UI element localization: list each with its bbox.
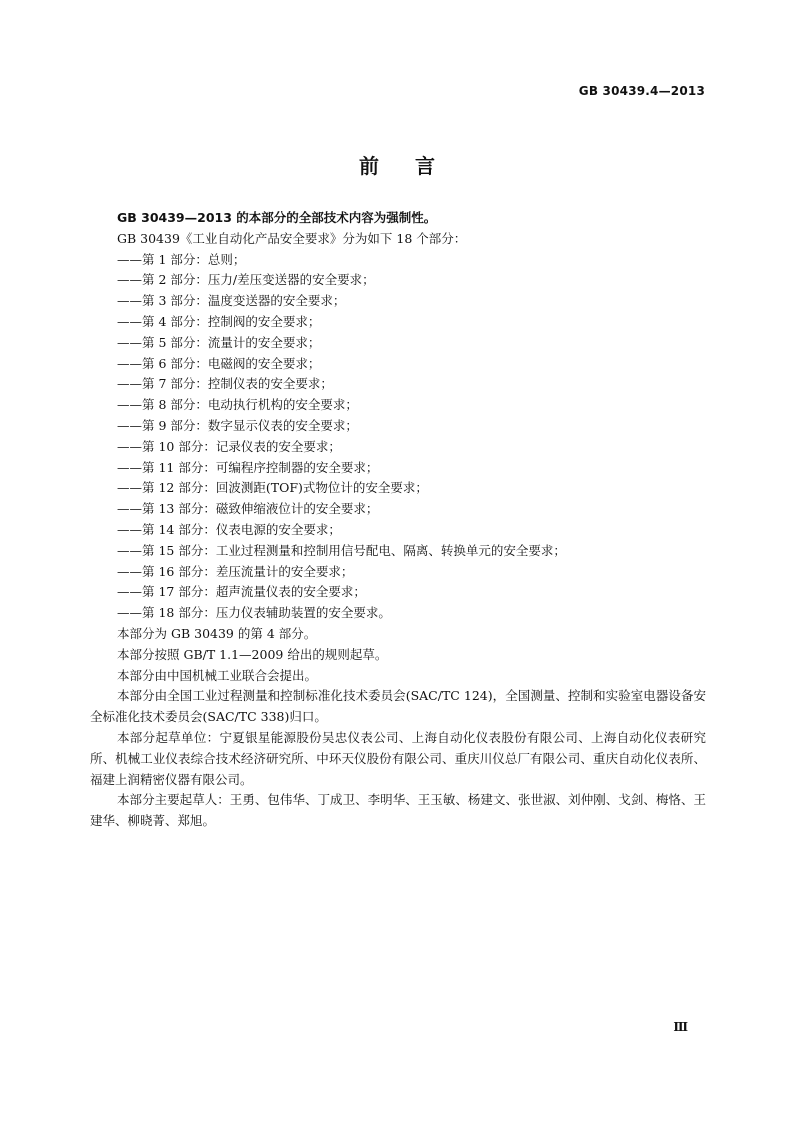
part-list-item: ——第 15 部分：工业过程测量和控制用信号配电、隔离、转换单元的安全要求； [117,542,566,558]
part-list-item: ——第 18 部分：压力仪表辅助装置的安全要求。 [117,605,391,621]
jurisdiction-paragraph: 本部分由全国工业过程测量和控制标准化技术委员会(SAC/TC 124)，全国测量、控制和实验室电器设备安全标准化技术委员会(SAC/TC 338)归口。 [90,688,706,725]
part-list-item: ——第 11 部分：可编程序控制器的安全要求； [117,459,379,475]
standard-code: GB 30439.4—2013 [578,84,705,98]
drafting-units-paragraph: 本部分起草单位：宁夏银星能源股份吴忠仪表公司、上海自动化仪表股份有限公司、上海自动化仪表研究所、机械工业仪表综合技术经济研究所、中环天仪股份有限公司、重庆川仪总厂有限公司、重庆自动化仪表所、福建上润精密仪器有限公司。 [90,729,706,787]
part-list-item: ——第 2 部分：压力/差压变送器的安全要求； [117,272,375,288]
foreword-body [90,208,706,832]
part-list-item: ——第 5 部分：流量计的安全要求； [117,334,321,350]
part-list-item: ——第 6 部分：电磁阀的安全要求； [117,355,321,371]
part-list-item: ——第 4 部分：控制阀的安全要求； [117,313,321,329]
part-list-item: ——第 16 部分：差压流量计的安全要求； [117,563,354,579]
mandatory-statement: GB 30439—2013 的本部分的全部技术内容为强制性。 [117,210,437,225]
part-list-item: ——第 3 部分：温度变送器的安全要求； [117,293,346,309]
part-list-item: ——第 1 部分：总则； [117,251,246,267]
part-list-item: ——第 13 部分：磁致伸缩液位计的安全要求； [117,501,379,517]
part-list-item: ——第 8 部分：电动执行机构的安全要求； [117,397,358,413]
part-list-item: ——第 10 部分：记录仪表的安全要求； [117,438,341,454]
part-list [90,250,706,624]
page-number: Ⅲ [673,1020,688,1034]
part-list-item: ——第 12 部分：回波测距(TOF)式物位计的安全要求； [117,480,428,496]
part-list-item: ——第 7 部分：控制仪表的安全要求； [117,376,333,392]
drafting-rules-paragraph: 本部分按照 GB/T 1.1—2009 给出的规则起草。 [117,646,388,662]
part-list-item: ——第 14 部分：仪表电源的安全要求； [117,521,341,537]
drafters-paragraph: 本部分主要起草人：王勇、包伟华、丁成卫、李明华、王玉敏、杨建文、张世淑、刘仲刚、戈剑、梅恪、王建华、柳晓菁、郑旭。 [90,792,706,829]
page-title: 前言 [359,154,471,178]
this-part-paragraph: 本部分为 GB 30439 的第 4 部分。 [117,625,317,641]
proposed-by-paragraph: 本部分由中国机械工业联合会提出。 [117,667,318,683]
part-list-item: ——第 9 部分：数字显示仪表的安全要求； [117,417,358,433]
intro-paragraph: GB 30439《工业自动化产品安全要求》分为如下 18 个部分： [117,230,467,246]
part-list-item: ——第 17 部分：超声流量仪表的安全要求； [117,584,366,600]
